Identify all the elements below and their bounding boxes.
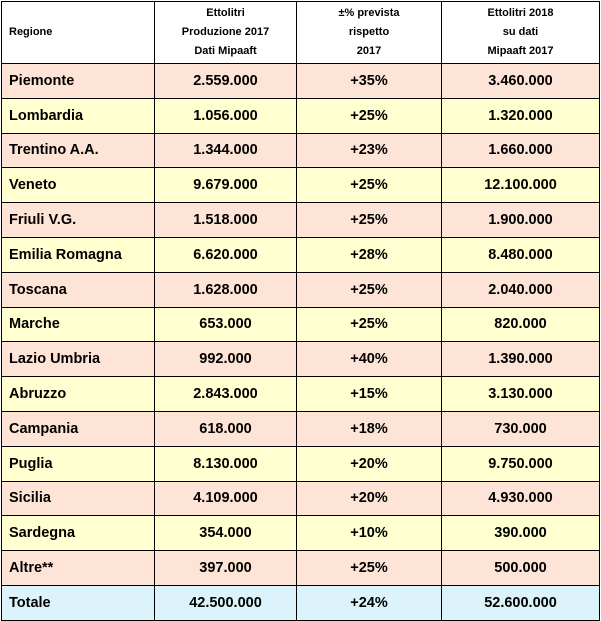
table-row (2, 98, 600, 133)
cell-ettolitri-2018: 8.480.000 (442, 237, 600, 272)
cell-variazione: +25% (297, 168, 442, 203)
table-body (2, 64, 600, 621)
cell-ettolitri-2018: 730.000 (442, 411, 600, 446)
cell-produzione-2017: 2.559.000 (155, 64, 297, 99)
cell-produzione-2017: 8.130.000 (155, 446, 297, 481)
cell-variazione: +20% (297, 481, 442, 516)
table-row (2, 377, 600, 412)
cell-ettolitri-2018: 1.390.000 (442, 342, 600, 377)
cell-regione: Altre** (2, 551, 155, 586)
cell-variazione: +25% (297, 98, 442, 133)
header-line: Ettolitri (206, 7, 245, 19)
total-row (2, 585, 600, 620)
cell-ettolitri-2018: 390.000 (442, 516, 600, 551)
cell-variazione: +25% (297, 203, 442, 238)
cell-regione: Piemonte (2, 64, 155, 99)
cell-produzione-2017: 618.000 (155, 411, 297, 446)
table-row (2, 481, 600, 516)
cell-ettolitri-2018: 1.660.000 (442, 133, 600, 168)
cell-produzione-2017: 2.843.000 (155, 377, 297, 412)
header-line: su dati (502, 26, 539, 38)
table-row (2, 551, 600, 586)
cell-regione: Sardegna (2, 516, 155, 551)
cell-variazione: +25% (297, 272, 442, 307)
table-row (2, 64, 600, 99)
table-row (2, 272, 600, 307)
cell-ettolitri-2018: 820.000 (442, 307, 600, 342)
cell-regione: Friuli V.G. (2, 203, 155, 238)
cell-produzione-2017: 9.679.000 (155, 168, 297, 203)
header-line: Produzione 2017 (181, 26, 270, 38)
cell-ettolitri-2018: 4.930.000 (442, 481, 600, 516)
total-cell-ettolitri-2018: 52.600.000 (442, 585, 600, 620)
header-ettolitri-2018 (442, 2, 600, 64)
cell-produzione-2017: 653.000 (155, 307, 297, 342)
cell-produzione-2017: 1.056.000 (155, 98, 297, 133)
header-line: Mipaaft 2017 (487, 45, 554, 57)
cell-produzione-2017: 354.000 (155, 516, 297, 551)
cell-produzione-2017: 1.344.000 (155, 133, 297, 168)
cell-ettolitri-2018: 3.460.000 (442, 64, 600, 99)
table-row (2, 342, 600, 377)
table-row (2, 133, 600, 168)
cell-ettolitri-2018: 1.900.000 (442, 203, 600, 238)
total-cell-regione: Totale (2, 585, 155, 620)
cell-ettolitri-2018: 2.040.000 (442, 272, 600, 307)
header-line: 2017 (356, 45, 382, 57)
cell-produzione-2017: 6.620.000 (155, 237, 297, 272)
cell-regione: Marche (2, 307, 155, 342)
cell-regione: Abruzzo (2, 377, 155, 412)
cell-variazione: +20% (297, 446, 442, 481)
total-cell-produzione-2017: 42.500.000 (155, 585, 297, 620)
header-variazione (297, 2, 442, 64)
cell-ettolitri-2018: 12.100.000 (442, 168, 600, 203)
cell-regione: Emilia Romagna (2, 237, 155, 272)
header-line: ±% prevista (338, 7, 400, 19)
cell-variazione: +35% (297, 64, 442, 99)
table-row (2, 237, 600, 272)
cell-produzione-2017: 397.000 (155, 551, 297, 586)
cell-regione: Sicilia (2, 481, 155, 516)
header-line: rispetto (348, 26, 390, 38)
cell-regione: Lazio Umbria (2, 342, 155, 377)
header-line: Ettolitri 2018 (487, 7, 554, 19)
cell-ettolitri-2018: 500.000 (442, 551, 600, 586)
cell-regione: Lombardia (2, 98, 155, 133)
total-cell-variazione: +24% (297, 585, 442, 620)
cell-variazione: +15% (297, 377, 442, 412)
cell-produzione-2017: 4.109.000 (155, 481, 297, 516)
cell-produzione-2017: 992.000 (155, 342, 297, 377)
cell-variazione: +25% (297, 551, 442, 586)
table-row (2, 168, 600, 203)
header-row (2, 2, 600, 64)
cell-variazione: +40% (297, 342, 442, 377)
header-line: Dati Mipaaft (194, 45, 257, 57)
cell-produzione-2017: 1.628.000 (155, 272, 297, 307)
cell-variazione: +18% (297, 411, 442, 446)
table-row (2, 307, 600, 342)
table-row (2, 446, 600, 481)
table-row (2, 516, 600, 551)
cell-regione: Campania (2, 411, 155, 446)
wine-production-table (1, 1, 600, 621)
cell-variazione: +10% (297, 516, 442, 551)
cell-variazione: +23% (297, 133, 442, 168)
header-produzione-2017 (155, 2, 297, 64)
cell-produzione-2017: 1.518.000 (155, 203, 297, 238)
cell-regione: Toscana (2, 272, 155, 307)
cell-ettolitri-2018: 9.750.000 (442, 446, 600, 481)
cell-ettolitri-2018: 3.130.000 (442, 377, 600, 412)
header-regione: Regione (2, 2, 155, 64)
cell-variazione: +25% (297, 307, 442, 342)
table-row (2, 411, 600, 446)
cell-variazione: +28% (297, 237, 442, 272)
cell-regione: Veneto (2, 168, 155, 203)
cell-regione: Trentino A.A. (2, 133, 155, 168)
table-row (2, 203, 600, 238)
cell-ettolitri-2018: 1.320.000 (442, 98, 600, 133)
cell-regione: Puglia (2, 446, 155, 481)
